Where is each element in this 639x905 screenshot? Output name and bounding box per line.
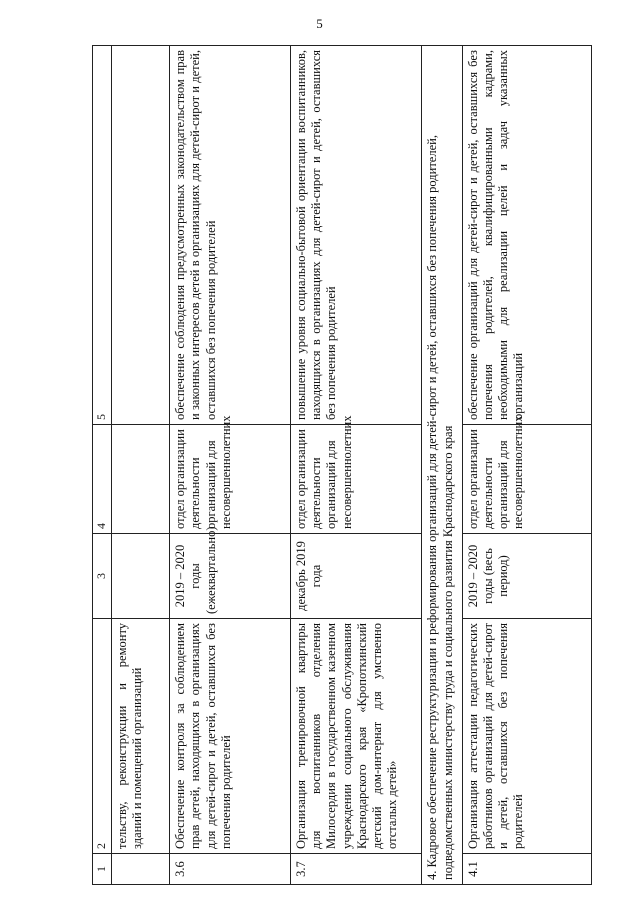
- row-result: обеспечение соблюдения предусмотренных законодательством прав и законных интересов детей в организациях для детей-сирот и детей, оставшихся без попечения родителей: [170, 46, 291, 425]
- row-action: тельству, реконструкции и ремонту зданий и помещений организаций: [111, 619, 169, 854]
- row-number: 3.7: [290, 854, 421, 885]
- row-result: обеспечение организаций для детей-сирот и детей, оставшихся без попечения родителей, квалифицированными кадрами, необходимыми для реализации целей и задач указанных организаций: [462, 46, 591, 425]
- table-row: [170, 46, 291, 885]
- row-result: [111, 46, 169, 425]
- page-number: 5: [316, 16, 323, 31]
- section-heading: 4. Кадровое обеспечение реструктуризации и реформирования организаций для детей-сирот и детей, оставшихся без попечения родителей, подведомственных министерству труда и социального развития Краснодарского края: [422, 46, 462, 885]
- table-row: [111, 46, 169, 885]
- row-action: Организация аттестации педагогических работников организаций для детей-сирот и детей, оставшихся без попечения родителей: [462, 619, 591, 854]
- header-col-3: 3: [93, 534, 112, 619]
- header-col-2: 2: [93, 619, 112, 854]
- row-responsible: [111, 425, 169, 534]
- row-term: 2019 – 2020 годы (весь период): [462, 534, 591, 619]
- row-term: [111, 534, 169, 619]
- row-action: Организация тренировочной квартиры для воспитанников отделения Милосердия в государственном казенном учреждении социального обслуживания Краснодарского края «Кропоткинский детский дом-интернат для умственно отсталых детей»: [290, 619, 421, 854]
- row-number: 3.6: [170, 854, 291, 885]
- row-term: 2019 – 2020 годы (ежеквартально): [170, 534, 291, 619]
- row-responsible: отдел организации деятельности организаций для несовершеннолетних: [170, 425, 291, 534]
- header-col-5: 5: [93, 46, 112, 425]
- plan-table: [92, 45, 592, 885]
- row-action: Обеспечение контроля за соблюдением прав детей, находящихся в организациях для детей-сирот и детей, оставшихся без попечения родителей: [170, 619, 291, 854]
- rotated-table: [92, 45, 592, 885]
- section-heading-row: [422, 46, 462, 885]
- row-responsible: отдел организации деятельности организаций для несовершеннолетних: [290, 425, 421, 534]
- row-number: 4.1: [462, 854, 591, 885]
- row-result: повышение уровня социально-бытовой ориентации воспитанников, находящихся в организациях для детей-сирот и детей, оставшихся без попечения родителей: [290, 46, 421, 425]
- table-row: [290, 46, 421, 885]
- header-col-4: 4: [93, 425, 112, 534]
- table-row: [462, 46, 591, 885]
- rotated-table-container: [92, 45, 592, 885]
- header-col-1: 1: [93, 854, 112, 885]
- header-row: [93, 46, 112, 885]
- row-responsible: отдел организации деятельности организаций для несовершеннолетних: [462, 425, 591, 534]
- row-number: [111, 854, 169, 885]
- row-term: декабрь 2019 года: [290, 534, 421, 619]
